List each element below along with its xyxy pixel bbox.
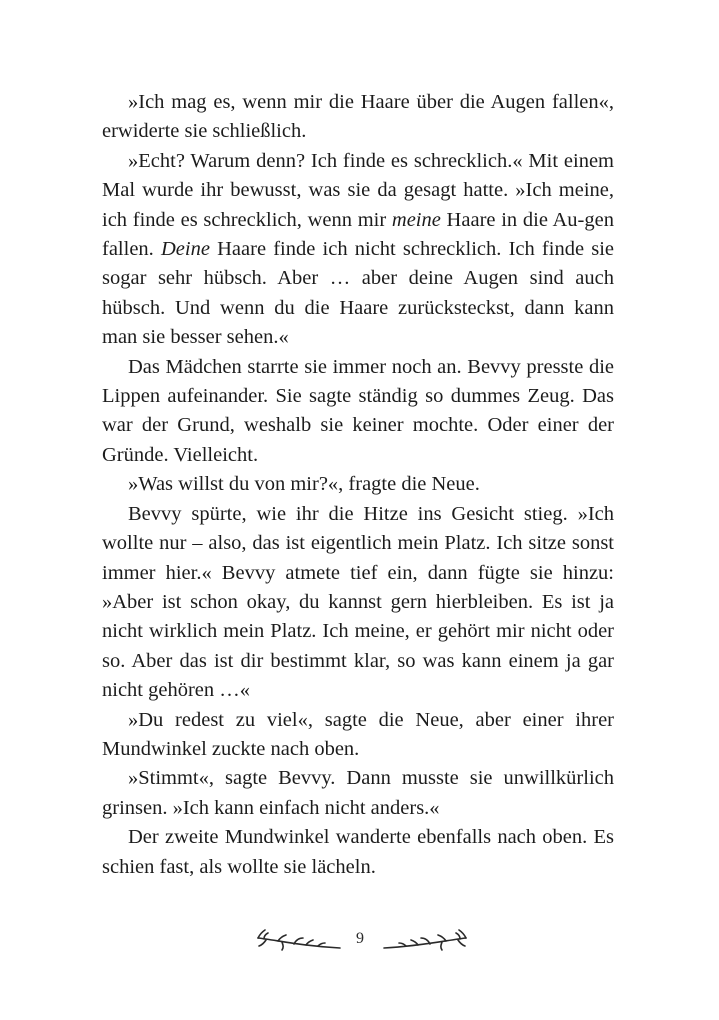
- paragraph-6: [102, 706, 614, 765]
- paragraph-8: [102, 823, 614, 882]
- paragraph-text: Bevvy spürte, wie ihr die Hitze ins Gesicht stieg. »Ich wollte nur – also, das ist eigentlich mein Platz. Ich sitze sonst immer hier.« Bevvy atmete tief ein, dann fügte sie hinzu: »Aber ist schon okay, du kannst gern hierbleiben. Es ist ja nicht wirklich mein Platz. Ich meine, er gehört mir nicht oder so. Aber das ist dir bestimmt klar, so was kann einem ja gar nicht gehören …«: [102, 502, 614, 702]
- paragraph-text: Haare in die Au-gen fallen.: [102, 208, 614, 261]
- paragraph-3: [102, 353, 614, 471]
- paragraph-text: Das Mädchen starrte sie immer noch an. Bevvy presste die Lippen aufeinander. Sie sagte ständig so dummes Zeug. Das war der Grund, weshalb sie keiner mochte. Oder einer der Gründe. Vielleicht.: [102, 355, 614, 466]
- paragraph-text: Der zweite Mundwinkel wanderte ebenfalls nach oben. Es schien fast, als wollte sie lächeln.: [102, 826, 614, 878]
- paragraph-text: Haare finde ich nicht schrecklich. Ich finde sie sogar sehr hübsch. Aber … aber deine Augen sind auch hübsch. Und wenn du die Haare zurücksteckst, dann kann man sie besser sehen.«: [102, 238, 615, 349]
- emphasis-text: Deine: [160, 238, 210, 261]
- paragraph-1: [102, 88, 614, 147]
- branch-ornament-icon: [256, 928, 342, 954]
- paragraph-text: »Stimmt«, sagte Bevvy. Dann musste sie unwillkürlich grinsen. »Ich kann einfach nicht anders.«: [102, 767, 614, 819]
- paragraph-7: [102, 764, 614, 823]
- paragraph-text: »Ich mag es, wenn mir die Haare über die Augen fallen«, erwiderte sie schließlich.: [102, 91, 614, 143]
- emphasis-text: meine: [391, 208, 441, 231]
- paragraph-5: [102, 500, 614, 706]
- paragraph-4: [102, 470, 614, 499]
- paragraph-text: »Echt? Warum denn? Ich finde es schrecklich.« Mit einem Mal wurde ihr bewusst, was sie da gesagt hatte. »Ich meine, ich finde es schrecklich, wenn mir: [102, 149, 614, 231]
- branch-ornament-icon: [382, 928, 468, 954]
- body-text: [102, 88, 614, 882]
- page-footer: [0, 920, 719, 960]
- paragraph-text: »Was willst du von mir?«, fragte die Neue.: [128, 473, 480, 496]
- paragraph-text: »Du redest zu viel«, sagte die Neue, aber einer ihrer Mundwinkel zuckte nach oben.: [102, 708, 614, 760]
- page-number: 9: [356, 930, 364, 947]
- paragraph-2: [102, 147, 614, 353]
